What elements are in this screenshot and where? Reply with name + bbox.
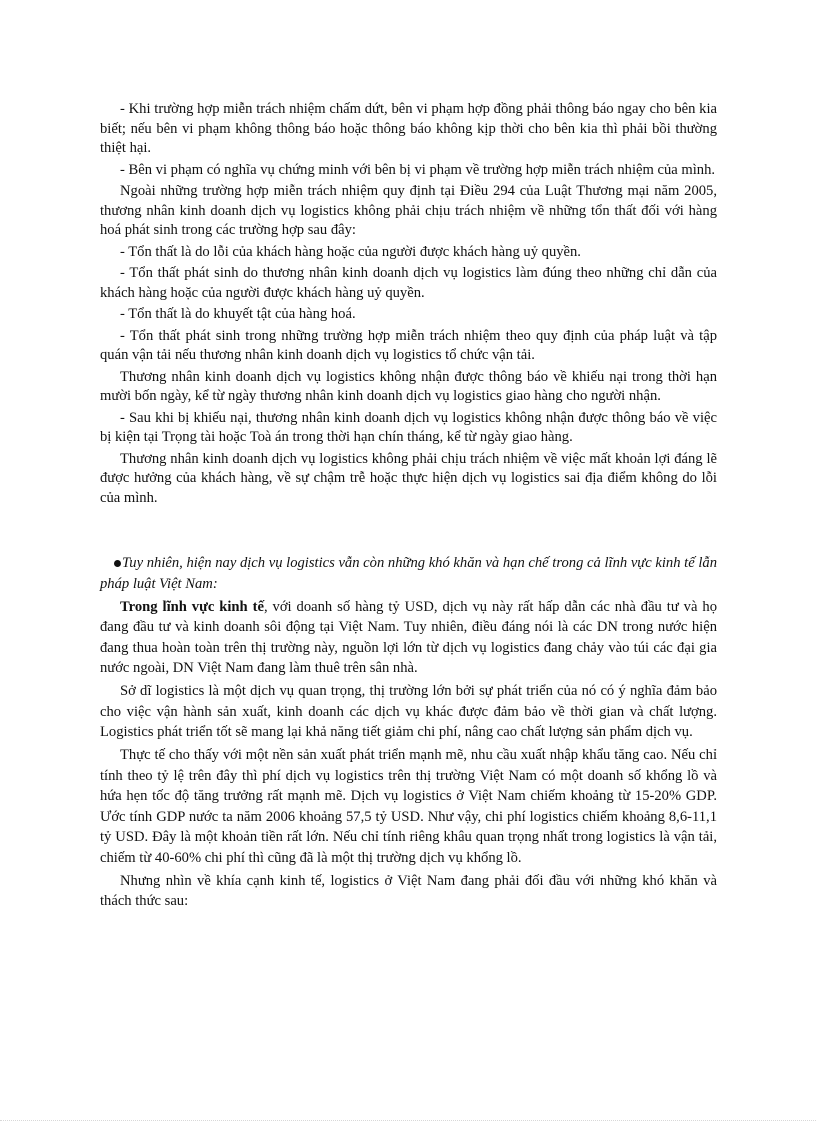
paragraph-no-complaint-notice: Thương nhân kinh doanh dịch vụ logistics không nhận được thông báo về khiếu nại trong thời hạn mười bốn ngày, kể từ ngày thương nhân kinh doanh dịch vụ logistics giao hàng cho người nhận. <box>100 368 717 404</box>
bullet-dot-icon <box>114 560 121 567</box>
paragraph-challenges-intro: Nhưng nhìn về khía cạnh kinh tế, logistics ở Việt Nam đang phải đối đầu với những khó khăn và thách thức sau: <box>100 872 717 909</box>
paragraph-notify-end-exemption: - Khi trường hợp miễn trách nhiệm chấm dứt, bên vi phạm hợp đồng phải thông báo ngay cho bên kia biết; nếu bên vi phạm không thông báo hoặc thông báo không kịp thời cho bên kia thì phải bồi thường thiệt hại. <box>100 101 717 156</box>
liability-section <box>100 100 717 510</box>
paragraph-market-reality: Thực tế cho thấy với một nền sản xuất phát triển mạnh mẽ, nhu cầu xuất nhập khẩu tăng cao. Nếu chỉ tính theo tỷ lệ trên đây thì phí dịch vụ logistics trên thị trường Việt Nam có một doanh số khổng lồ và hứa hẹn tốc độ tăng trưởng rất mạnh mẽ. Dịch vụ logistics ở Việt Nam chiếm khoảng từ 15-20% GDP. Ước tính GDP nước ta năm 2006 khoảng 57,5 tỷ USD. Như vậy, chi phí logistics chiếm khoảng 8,6-11,1 tỷ USD. Đây là một khoản tiền rất lớn. Nếu chỉ tính riêng khâu quan trọng nhất trong logistics là vận tải, chiếm từ 40-60% chi phí thì cũng đã là một thị trường dịch vụ khổng lồ. <box>100 747 717 866</box>
paragraph-economic-field <box>100 597 717 679</box>
bullet-heading <box>100 553 717 594</box>
paragraph-lost-profit: Thương nhân kinh doanh dịch vụ logistics không phải chịu trách nhiệm về việc mất khoản lợi đáng lẽ được hưởng của khách hàng, về sự chậm trễ hoặc thực hiện dịch vụ logistics sai địa điểm không do lỗi của mình. <box>100 450 717 506</box>
bullet-heading-text: Tuy nhiên, hiện nay dịch vụ logistics vẫn còn những khó khăn và hạn chế trong cả lĩnh vực kinh tế lẫn pháp luật Việt Nam: <box>100 555 717 592</box>
list-item-goods-defect: - Tổn thất là do khuyết tật của hàng hoá. <box>120 306 356 322</box>
economic-field-text: , với doanh số hàng tỷ USD, dịch vụ này rất hấp dẫn các nhà đầu tư và họ đang đầu tư và kinh doanh sôi động tại Việt Nam. Tuy nhiên, điều đáng nói là các DN trong nước hiện đang thua hoàn toàn trên thị trường này, nguồn lợi lớn từ dịch vụ logistics đang chảy vào túi các đại gia nước ngoài, DN Việt Nam đang làm thuê trên sân nhà. <box>100 598 717 676</box>
list-item-transport-practice: - Tổn thất phát sinh trong những trường hợp miễn trách nhiệm theo quy định của pháp luật và tập quán vận tải nếu thương nhân kinh doanh dịch vụ logistics tổ chức vận tải. <box>100 327 717 363</box>
page-bottom-rule <box>0 1120 816 1121</box>
paragraph-burden-of-proof: - Bên vi phạm có nghĩa vụ chứng minh với bên bị vi phạm về trường hợp miễn trách nhiệm của mình. <box>120 161 716 178</box>
list-item-customer-fault: - Tổn thất là do lỗi của khách hàng hoặc của người được khách hàng uỷ quyền. <box>120 243 581 260</box>
list-item-no-lawsuit-notice: - Sau khi bị khiếu nại, thương nhân kinh doanh dịch vụ logistics không nhận được thông báo về việc bị kiện tại Trọng tài hoặc Toà án trong thời hạn chín tháng, kể từ ngày giao hàng. <box>100 409 717 445</box>
paragraph-logistics-importance: Sở dĩ logistics là một dịch vụ quan trọng, thị trường lớn bởi sự phát triển của nó có ý nghĩa đảm bảo cho việc vận hành sản xuất, kinh doanh các dịch vụ khác được đảm bảo về thời gian và chất lượng. Logistics phát triển tốt sẽ mang lại khả năng tiết giảm chi phí, nâng cao chất lượng sản phẩm dịch vụ. <box>100 683 717 740</box>
economic-field-lead: Trong lĩnh vực kinh tế <box>120 598 264 615</box>
list-item-following-instructions: - Tổn thất phát sinh do thương nhân kinh doanh dịch vụ logistics làm đúng theo những chỉ dẫn của khách hàng hoặc của người được khách hàng uỷ quyền. <box>100 265 717 301</box>
paragraph-exemption-cases-intro: Ngoài những trường hợp miễn trách nhiệm quy định tại Điều 294 của Luật Thương mại năm 2005, thương nhân kinh doanh dịch vụ logistics không phải chịu trách nhiệm về những tổn thất đối với hàng hoá phát sinh trong các trường hợp sau đây: <box>100 183 717 238</box>
difficulties-section <box>100 553 717 914</box>
